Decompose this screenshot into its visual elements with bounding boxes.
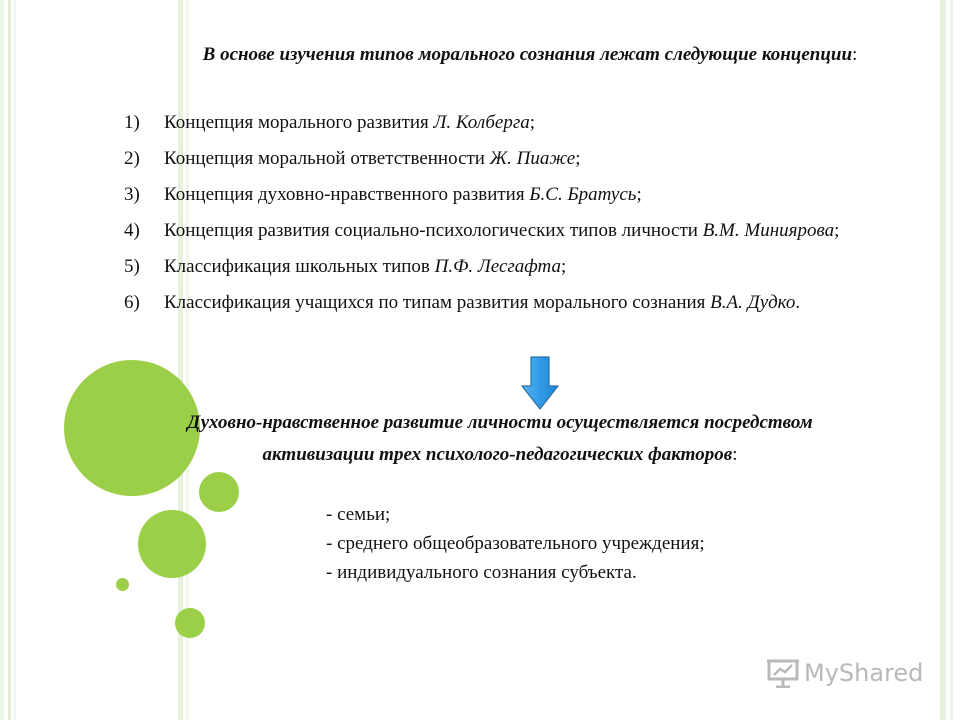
watermark-text: MyShared	[804, 659, 924, 687]
list-item	[124, 285, 916, 321]
list-item-end: ;	[834, 220, 840, 241]
list-item-text: Классификация учащихся по типам развития морального сознания	[164, 292, 711, 313]
list-item-number: 4)	[124, 220, 140, 241]
list-item-number: 6)	[124, 292, 140, 313]
background-stripe	[14, 0, 16, 720]
list-item-text: Концепция морального развития	[164, 112, 434, 133]
list-item-author: Б.С. Братусь	[529, 184, 637, 205]
background-stripe	[950, 0, 953, 720]
background-stripe	[0, 0, 4, 720]
watermark-logo	[766, 656, 923, 690]
factor-list	[326, 500, 705, 587]
list-item-text: Концепция духовно-нравственного развития	[164, 184, 530, 205]
conclusion-text	[130, 407, 870, 471]
list-item-number: 1)	[124, 112, 140, 133]
list-item-text: Концепция развития социально-психологических типов личности	[164, 220, 703, 241]
background-stripe	[8, 0, 11, 720]
list-item	[124, 249, 916, 285]
list-item	[124, 105, 916, 141]
list-item-author: В.М. Миниярова	[702, 220, 835, 241]
list-item	[124, 141, 916, 177]
conclusion-colon: :	[732, 444, 738, 465]
factor-item: - семьи;	[326, 504, 391, 525]
decorative-circle-tiny	[116, 578, 129, 591]
decorative-circle-medium	[199, 472, 239, 512]
list-item-end: ;	[560, 256, 567, 277]
heading-colon: :	[852, 44, 858, 65]
factor-item: - среднего общеобразовательного учреждения;	[326, 533, 705, 554]
slide-heading	[150, 36, 910, 73]
list-item-author: Ж. Пиаже	[489, 148, 576, 169]
list-item-number: 2)	[124, 148, 140, 169]
list-item-text: Классификация школьных типов	[164, 256, 435, 277]
list-item-author: Л. Колберга	[433, 112, 530, 133]
concept-list	[124, 105, 916, 321]
decorative-circle-small	[175, 608, 205, 638]
list-item-end: ;	[636, 184, 642, 205]
conclusion-body: Духовно-нравственное развитие личности осуществляется посредством активизации трех психолого-педагогических факторов	[187, 412, 813, 465]
list-item-end: ;	[575, 148, 581, 169]
list-item-end: ;	[529, 112, 536, 133]
list-item-number: 3)	[124, 184, 140, 205]
down-arrow-icon	[521, 356, 559, 410]
background-stripe	[940, 0, 946, 720]
heading-text: В основе изучения типов морального сознания лежат следующие концепции	[202, 44, 853, 65]
decorative-circle-medium	[138, 510, 206, 578]
list-item	[124, 213, 916, 249]
list-item-author: П.Ф. Лесгафта	[434, 256, 561, 277]
list-item-number: 5)	[124, 256, 140, 277]
list-item-text: Концепция моральной ответственности	[164, 148, 490, 169]
list-item	[124, 177, 916, 213]
list-item-end: .	[795, 292, 801, 313]
presentation-board-icon	[766, 658, 800, 688]
list-item-author: В.А. Дудко	[710, 292, 796, 313]
factor-item: - индивидуального сознания субъекта.	[326, 562, 637, 583]
